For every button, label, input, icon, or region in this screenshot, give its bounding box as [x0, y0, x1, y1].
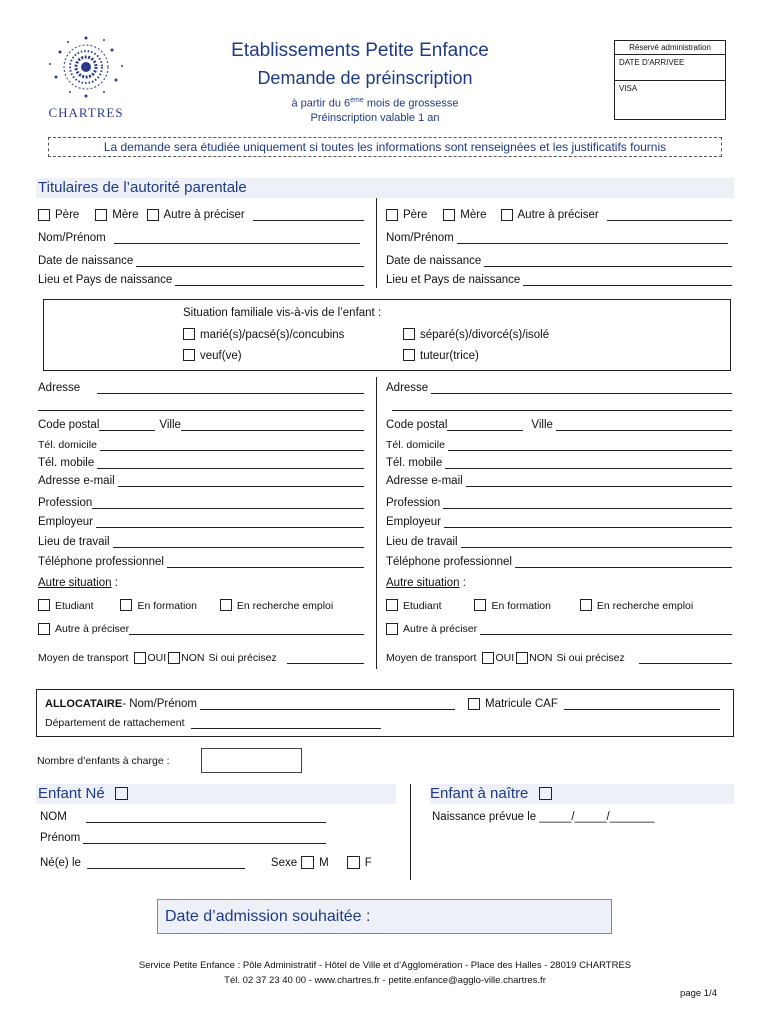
pere-label: Père [403, 209, 428, 221]
oui-label: OUI [147, 652, 167, 664]
employeur-field-2[interactable] [444, 518, 732, 528]
etudiant-label: Etudiant [55, 600, 94, 612]
etudiant-checkbox-2[interactable] [386, 599, 398, 611]
autre-checkbox-2[interactable] [501, 209, 513, 221]
matricule-row [468, 698, 720, 710]
enfant-naitre-header [430, 784, 734, 804]
email-label: Adresse e-mail [386, 475, 463, 487]
naissance-label: Date de naissance [386, 255, 482, 267]
employeur-row-2 [386, 516, 732, 528]
allocataire-label: ALLOCATAIRE [45, 698, 123, 710]
situation-opt2[interactable] [403, 328, 549, 341]
autre-preciser-label: Autre à préciser [55, 623, 130, 635]
autre-field-2[interactable] [607, 211, 732, 221]
mere-label: Mère [112, 209, 139, 221]
enfant-prenom-row [40, 832, 326, 844]
page-title: Etablissements Petite Enfance [231, 40, 489, 61]
allocataire-row [45, 698, 455, 710]
cp-field-2[interactable] [447, 420, 523, 431]
enfant-naitre-title: Enfant à naître [430, 785, 529, 802]
situation-opt1[interactable] [183, 328, 344, 341]
lieutravail-field-2[interactable] [461, 538, 732, 548]
chartres-logo [40, 32, 132, 118]
nom-field-1[interactable] [114, 234, 360, 244]
telpro-field-2[interactable] [515, 558, 732, 568]
allocataire-nom-field[interactable] [200, 700, 455, 710]
sexe-f-label: F [364, 857, 372, 869]
colon: : [462, 577, 466, 589]
non-checkbox-1[interactable] [168, 652, 180, 664]
enfant-nele-row [40, 856, 374, 869]
adresse-line2-1[interactable] [38, 410, 364, 411]
page-number: page 1/4 [680, 988, 717, 999]
autre-preciser-label: Autre à préciser [403, 623, 478, 635]
telpro-label: Téléphone professionnel [38, 556, 164, 568]
lieu-row-1 [38, 274, 364, 286]
email-label: Adresse e-mail [38, 475, 115, 487]
lieutravail-row-2 [386, 536, 732, 548]
employeur-row-1 [38, 516, 364, 528]
situation-opt4-checkbox[interactable] [403, 349, 415, 361]
telmob-field-2[interactable] [445, 459, 732, 469]
statut-row-1 [38, 599, 333, 612]
autre-label: Autre à préciser [517, 209, 599, 221]
section-title: Titulaires de l’autorité parentale [36, 178, 734, 198]
si-oui-label: Si oui précisez [208, 652, 277, 664]
situation-opt4[interactable] [403, 349, 479, 362]
nombre-enfants-label: Nombre d’enfants à charge : [37, 755, 170, 767]
oui-label: OUI [495, 652, 515, 664]
naissance-prevue-label: Naissance prévue le [432, 811, 537, 823]
employeur-field-1[interactable] [96, 518, 364, 528]
naissance-row-2 [386, 255, 732, 267]
enfant-nom-label: NOM [40, 811, 67, 823]
lieutravail-label: Lieu de travail [386, 536, 458, 548]
transport-field-1[interactable] [287, 654, 364, 664]
departement-label: Département de rattachement [45, 717, 185, 729]
telmob-field-1[interactable] [97, 459, 364, 469]
grossesse-post: mois de grossesse [363, 97, 459, 110]
lieu-label: Lieu et Pays de naissance [386, 274, 521, 286]
sexe-m-checkbox[interactable] [301, 856, 314, 869]
nom-label: Nom/Prénom [38, 232, 106, 244]
page-subtitle: Demande de préinscription [257, 68, 473, 88]
parent2-type-row [386, 209, 732, 221]
naissance-prevue-field[interactable]: _____/_____/_______ [539, 811, 655, 823]
autre-preciser-checkbox-2[interactable] [386, 623, 398, 635]
oui-checkbox-2[interactable] [482, 652, 494, 664]
emploi-label: En recherche emploi [596, 600, 694, 612]
grossesse-sup: ème [350, 97, 364, 104]
enfant-prenom-label: Prénom [40, 832, 81, 844]
naissance-prevue-row [432, 811, 655, 823]
telpro-row-2 [386, 556, 732, 568]
email-row-2 [386, 475, 732, 487]
column-divider-2 [376, 377, 377, 669]
employeur-label: Employeur [386, 516, 441, 528]
enfant-ne-title: Enfant Né [38, 785, 105, 802]
telmob-label: Tél. mobile [38, 457, 95, 469]
autre-field-1[interactable] [253, 211, 364, 221]
enfant-prenom-field[interactable] [83, 834, 326, 844]
parent1-type-row [38, 209, 364, 221]
autre-preciser-field-2[interactable] [480, 625, 732, 635]
telpro-field-1[interactable] [167, 558, 364, 568]
enfant-ne-checkbox[interactable] [115, 787, 128, 800]
enfant-ne-header [36, 784, 396, 804]
telmob-row-2 [386, 457, 732, 469]
lieutravail-field-1[interactable] [113, 538, 364, 548]
enfant-nele-field[interactable] [87, 858, 245, 869]
autre-label: Autre à préciser [163, 209, 245, 221]
column-divider [376, 198, 377, 288]
enfant-nom-field[interactable] [86, 813, 326, 823]
ville-label: Ville [159, 419, 181, 431]
mere-checkbox-1[interactable] [95, 209, 107, 221]
matricule-checkbox[interactable] [468, 698, 480, 710]
profession-field-2[interactable] [443, 499, 732, 509]
situation-title: Situation familiale vis-à-vis de l’enfant : [183, 307, 382, 319]
transport-label: Moyen de transport [38, 652, 129, 664]
lieutravail-label: Lieu de travail [38, 536, 110, 548]
notice-banner: La demande sera étudiée uniquement si toutes les informations sont renseignées et les justificatifs fournis [48, 137, 722, 157]
situation-box [43, 299, 731, 371]
cp-field-1[interactable] [99, 420, 155, 431]
admin-visa: VISA [619, 84, 638, 93]
telpro-label: Téléphone professionnel [386, 556, 512, 568]
non-label: NON [529, 652, 553, 664]
ville-label: Ville [531, 419, 553, 431]
teldom-label: Tél. domicile [386, 439, 445, 451]
transport-row-1 [38, 652, 364, 664]
nom-label: Nom/Prénom [386, 232, 454, 244]
logo-swirl-icon [40, 32, 132, 102]
autre-situation-label: Autre situation [386, 577, 460, 589]
adresse-row-2 [386, 382, 732, 394]
transport-field-2[interactable] [639, 654, 732, 664]
adresse-label: Adresse [386, 382, 429, 394]
enfant-naitre-checkbox[interactable] [539, 787, 552, 800]
admission-label: Date d’admission souhaitée : [165, 908, 371, 925]
sexe-m-label: M [319, 857, 329, 869]
cp-label: Code postal [38, 419, 100, 431]
si-oui-label: Si oui précisez [556, 652, 625, 664]
telmob-row-1 [38, 457, 364, 469]
footer-contact: Tél. 02 37 23 40 00 - www.chartres.fr - petite.enfance@agglo-ville.chartres.fr [224, 975, 546, 986]
email-field-2[interactable] [466, 477, 732, 487]
departement-field[interactable] [191, 719, 382, 729]
formation-checkbox-2[interactable] [474, 599, 486, 611]
validity-text: Préinscription valable 1 an [310, 112, 440, 124]
autre-situation-title-1 [38, 577, 118, 589]
situation-opt4-label: tuteur(trice) [420, 350, 479, 362]
logo-text: CHARTRES [48, 105, 124, 120]
admin-title: Réservé administration [615, 41, 725, 55]
ville-field-1[interactable] [181, 421, 364, 431]
transport-row-2 [386, 652, 732, 664]
cp-row-1 [38, 419, 364, 431]
situation-opt3[interactable] [183, 349, 242, 362]
profession-label: Profession [38, 497, 93, 509]
profession-row-2 [386, 497, 732, 509]
adresse-label: Adresse [38, 382, 81, 394]
situation-opt3-checkbox[interactable] [183, 349, 195, 361]
teldom-label: Tél. domicile [38, 439, 97, 451]
transport-label: Moyen de transport [386, 652, 477, 664]
autre-preciser-row-1 [38, 623, 364, 635]
sexe-f-checkbox[interactable] [347, 856, 360, 869]
colon: : [114, 577, 118, 589]
profession-field-1[interactable] [92, 499, 364, 509]
naissance-field-1[interactable] [136, 257, 364, 267]
allocataire-nom-label: - Nom/Prénom [122, 698, 197, 710]
formation-checkbox-1[interactable] [120, 599, 132, 611]
adresse-field-2[interactable] [431, 384, 732, 394]
situation-opt2-checkbox[interactable] [403, 328, 415, 340]
lieutravail-row-1 [38, 536, 364, 548]
formation-label: En formation [491, 600, 551, 612]
departement-row [45, 717, 381, 729]
nom-row-2 [386, 232, 728, 244]
admin-box [614, 40, 726, 120]
situation-opt3-label: veuf(ve) [200, 350, 242, 362]
etudiant-label: Etudiant [403, 600, 442, 612]
footer-address: Service Petite Enfance : Pôle Administratif - Hôtel de Ville et d’Agglomération - Place des Halles - 28019 CHARTRES [138, 960, 632, 971]
pere-label: Père [55, 209, 80, 221]
cp-label: Code postal [386, 419, 448, 431]
emploi-checkbox-1[interactable] [220, 599, 232, 611]
teldom-row-1 [38, 439, 364, 451]
autre-preciser-checkbox-1[interactable] [38, 623, 50, 635]
teldom-field-1[interactable] [100, 441, 364, 451]
teldom-field-2[interactable] [448, 441, 732, 451]
telpro-row-1 [38, 556, 364, 568]
non-label: NON [181, 652, 205, 664]
grossesse-text [220, 97, 530, 110]
statut-row-2 [386, 599, 693, 612]
lieu-field-2[interactable] [523, 276, 732, 286]
matricule-label: Matricule CAF [485, 698, 558, 710]
sexe-label: Sexe [270, 857, 298, 869]
autre-situation-label: Autre situation [38, 577, 112, 589]
profession-label: Profession [386, 497, 441, 509]
oui-checkbox-1[interactable] [134, 652, 146, 664]
cp-row-2 [386, 419, 732, 431]
non-checkbox-2[interactable] [516, 652, 528, 664]
adresse-line2-2[interactable] [392, 410, 732, 411]
grossesse-pre: à partir du 6 [291, 97, 351, 110]
autre-preciser-row-2 [386, 623, 732, 635]
ville-field-2[interactable] [556, 421, 732, 431]
formation-label: En formation [137, 600, 197, 612]
emploi-label: En recherche emploi [236, 600, 334, 612]
profession-row-1 [38, 497, 364, 509]
allocataire-box [36, 689, 734, 737]
email-row-1 [38, 475, 364, 487]
employeur-label: Employeur [38, 516, 93, 528]
autre-preciser-field-1[interactable] [129, 625, 364, 635]
etudiant-checkbox-1[interactable] [38, 599, 50, 611]
enfant-nom-row [40, 811, 326, 823]
enfant-divider [410, 784, 411, 880]
teldom-row-2 [386, 439, 732, 451]
email-field-1[interactable] [118, 477, 364, 487]
adresse-row-1 [38, 382, 364, 394]
nom-field-2[interactable] [457, 234, 728, 244]
enfant-nele-label: Né(e) le [40, 857, 81, 869]
lieu-row-2 [386, 274, 732, 286]
autre-checkbox-1[interactable] [147, 209, 159, 221]
lieu-field-1[interactable] [175, 276, 364, 286]
pere-checkbox-2[interactable] [386, 209, 398, 221]
autre-situation-title-2 [386, 577, 466, 589]
mere-checkbox-2[interactable] [443, 209, 455, 221]
situation-opt1-label: marié(s)/pacsé(s)/concubins [200, 329, 345, 341]
matricule-field[interactable] [564, 700, 720, 710]
situation-opt2-label: séparé(s)/divorcé(s)/isolé [420, 329, 550, 341]
nombre-enfants-input[interactable] [201, 748, 302, 773]
nom-row-1 [38, 232, 360, 244]
emploi-checkbox-2[interactable] [580, 599, 592, 611]
telmob-label: Tél. mobile [386, 457, 443, 469]
naissance-label: Date de naissance [38, 255, 134, 267]
naissance-field-2[interactable] [484, 257, 732, 267]
naissance-row-1 [38, 255, 364, 267]
adresse-field-1[interactable] [97, 384, 364, 394]
admission-box[interactable] [157, 899, 612, 934]
admin-date: DATE D'ARRIVEE [615, 55, 725, 81]
pere-checkbox-1[interactable] [38, 209, 50, 221]
situation-opt1-checkbox[interactable] [183, 328, 195, 340]
lieu-label: Lieu et Pays de naissance [38, 274, 173, 286]
mere-label: Mère [460, 209, 487, 221]
